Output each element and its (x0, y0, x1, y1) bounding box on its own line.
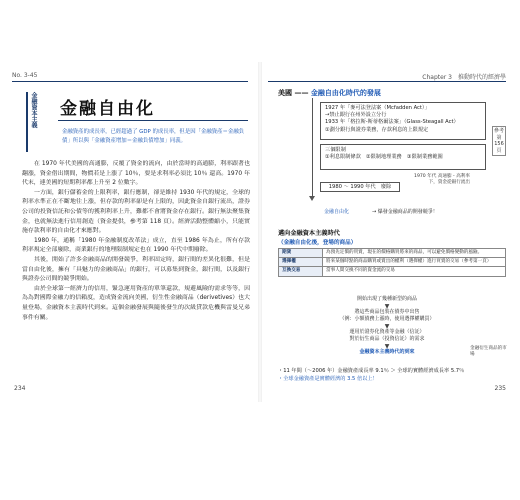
footnote-line: ・全球金融資產是實體經濟的 3.5 倍以上！ (278, 375, 378, 382)
paragraph: 其後，開始了許多金融商品的開發競爭，利率固定時，銀行間的差異化很難，但是當自由化後，擁有「具魅力的金融商品」的銀行，可以募集到資金，銀行間，以及銀行與證券公司間的競爭開始。 (22, 256, 250, 283)
book-spread (8, 62, 512, 402)
page-reference-box: 參考第 156 頁 (492, 126, 506, 156)
timeline-axis (312, 98, 313, 198)
flow-step: 運用於證券化資產等金融（信託） (349, 328, 425, 335)
heading-prefix: 美國 (278, 89, 292, 97)
left-header-rule (12, 81, 248, 82)
body-text (22, 160, 250, 323)
paragraph: 由於全球第一經濟力的信用，緊急運用資產的單筆還款，規避風險的需求等等，因為為對國際金融力的信賴度，造成資金流向美國，衍生性金融商品（derivetives）也大量登場，金融資本主義時代到來。這個金融發展與隨後發生的次級貸款危機與雷曼兄弟事件有關。 (22, 285, 250, 321)
inflation-note: 1970 年代 高通膨・高利率下，資金從銀行流出 (414, 174, 470, 185)
timeline-line: →禁止銀行在州外設立分行 (325, 112, 387, 119)
flow-step: （例：小額債務上漲時，使用選擇權購買） (339, 316, 435, 322)
restrictions-title: 三個限制 (325, 147, 346, 153)
timeline-box-restrictions (320, 144, 486, 170)
paragraph: 1980 年，通稱「1980 年金融制度改革法」成立，直至 1986 年為止，所有存款利率規定全部廢除，商業銀行的地理限制規定也在 1990 年代中期廢除。 (22, 237, 250, 254)
footnote-line: ・11 年間（～2006 年）金融資產成長率 9.1％ ＞ 全球的實體經濟成長率 5.7％ (278, 368, 465, 374)
flow-step: 對於衍生商品（投資信託）的需求 (349, 336, 425, 342)
table-row-head: 期貨 (279, 249, 323, 258)
table-row-body: 當事人間交換不同的資金流的交易 (323, 267, 506, 276)
right-page-number: 235 (494, 385, 506, 392)
table-row-head: 選擇權 (279, 258, 323, 267)
page-title: 金融自由化 (60, 99, 155, 119)
gutter (258, 62, 262, 402)
section-tag: 金融資本主義 (26, 92, 38, 152)
down-arrow-icon: ▼ (384, 302, 390, 310)
timeline-line: 1933 年「格拉斯-斯蒂格爾法案」（Glass-Steagall Act） (325, 119, 459, 126)
table-row (279, 258, 506, 267)
table-row (279, 249, 506, 258)
table-row-head: 互換交易 (279, 267, 323, 276)
liberalization-result: → 爆發金融商品的開發競爭！ (372, 209, 438, 215)
flow-side-note: 金融衍生商品的市場 (470, 346, 507, 357)
right-running-head: Chapter 3 推動時代的經濟學 (422, 74, 506, 81)
section-title: 邁向金融資本主義時代 (278, 230, 340, 237)
flow-step: 開始出現了幾種新型的商品 (356, 296, 417, 302)
left-running-head: No. 3-45 (12, 72, 38, 79)
paragraph: 在 1970 年代美國的高通膨，反覆了資金的流向，由於當時的高通膨，利率跟著也翻漲，資金借出期間，物價若是上漲了 10％，要是求利率必須比 10％ 還高。1970 年代末，連美國的短期利率都上升至 2 位數字。 (22, 161, 250, 187)
flow-diagram (302, 296, 472, 356)
right-header-rule (268, 81, 506, 82)
table-row-body: 為預先定價的買賣，現在的價格購買將來的商品，可以避免價格變動的風險。 (323, 249, 506, 258)
restrictions-list: ①利息限制條款 ②限制地理業務 ③限制業務範圍 (325, 154, 443, 161)
timeline-line: ①劃分銀行與證券業務，存款利息的上限規定 (325, 126, 429, 133)
footnotes (278, 368, 508, 383)
title-rule (58, 120, 248, 121)
left-page (8, 62, 256, 402)
table-row (279, 267, 506, 276)
timeline-arrow-icon (309, 196, 315, 201)
paragraph: 一方面，銀行儲蓄金的上限利率，銀行應制，卻是維持 1930 年代的規定，全球的利率水準正在不斷地往上漲，但存款的利率卻是有上限的，因此資金自銀行流出，證券公司的投資信託和公債等的獲利利率上升，難都不會將資金存在銀行。銀行無法聚集資金，也就無法進行信用創造（資金提供，參考第 118 頁）。經濟活動整體縮小，只能實施存款利率的自由化才來應對。 (22, 189, 250, 235)
table-row-body: 將來某個時點的商品購買或賣出的權利（選擇權）進行買賣的交易（參考第一頁） (323, 258, 506, 267)
down-arrow-icon: ▼ (384, 342, 390, 350)
products-table (278, 248, 506, 277)
right-page (264, 62, 512, 402)
lead-text: 金融資產的成長率，已經超過了 GDP 的成長率，但是因「金融資產＝金融負債」所以與「金融資產增加＝金融負債增加」同義。 (62, 129, 245, 144)
timeline-line: 1927 年「麥可法登法案（Mcfadden Act）」 (325, 105, 430, 111)
flow-step: 將這些商品包裝在債券中出售 (354, 308, 420, 315)
heading-main: 金融自由化時代的發展 (310, 89, 381, 97)
left-page-number: 234 (14, 385, 26, 392)
section-subtitle: （金融自由化後，登場的商品） (278, 240, 357, 246)
timeline-box-abolished: 1980 ～ 1990 年代 廢除 (320, 182, 400, 192)
flow-result: 金融資本主義時代的到來 (359, 348, 415, 355)
down-arrow-icon: ▼ (384, 322, 390, 330)
diagram-heading (278, 88, 381, 98)
heading-separator: —— (294, 89, 309, 97)
timeline-box-regulations (320, 102, 486, 140)
liberalization-label: 金融自由化 (324, 209, 350, 215)
